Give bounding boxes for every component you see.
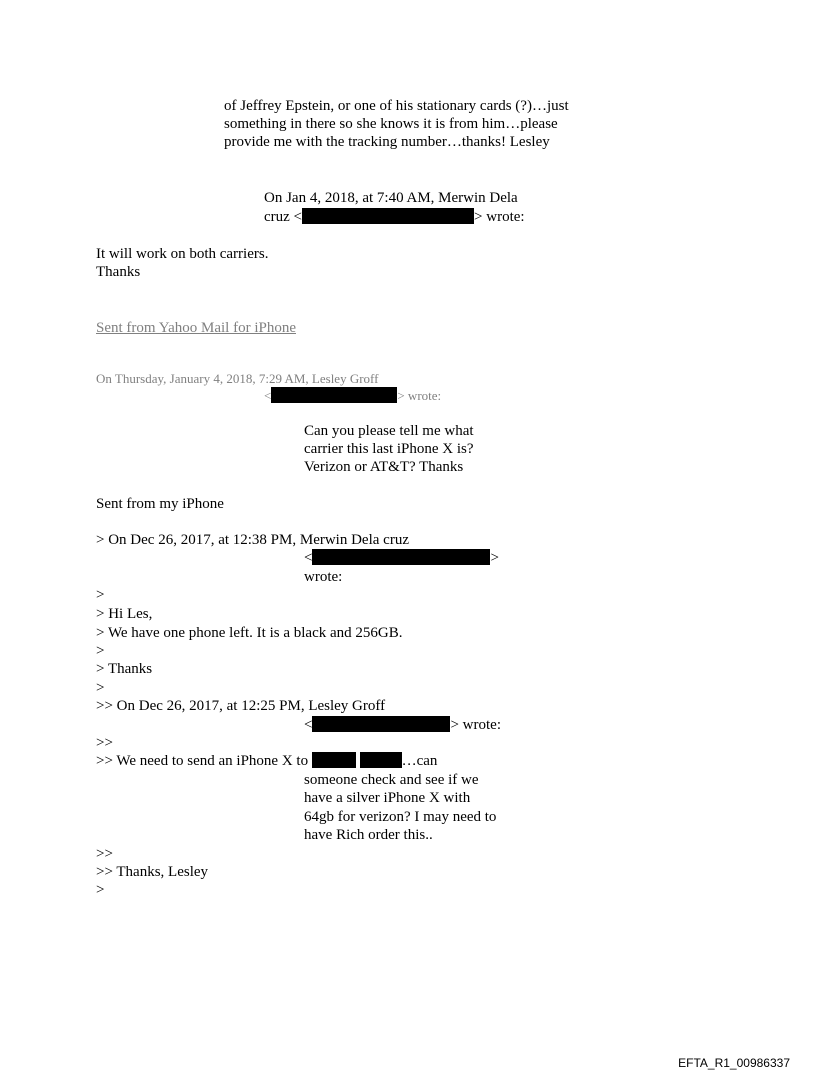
- header-text: >: [490, 550, 499, 566]
- quote-line: have Rich order this..: [304, 827, 433, 843]
- quote-line: someone check and see if we: [304, 772, 479, 788]
- reply-header-line: On Thursday, January 4, 2018, 7:29 AM, Lesley Groff: [96, 371, 379, 386]
- reply-header-line: [264, 387, 441, 405]
- reply-header-line: [264, 208, 525, 226]
- quote-header-line: [304, 716, 501, 734]
- quote-line: > Hi Les,: [96, 606, 153, 622]
- quote-line: >>: [96, 735, 113, 751]
- quote-line: >: [96, 882, 105, 898]
- document-id-footer: EFTA_R1_00986337: [678, 1056, 790, 1070]
- yahoo-signature-link[interactable]: Sent from Yahoo Mail for iPhone: [96, 320, 296, 336]
- quote-header-line: [304, 549, 499, 567]
- header-text: <: [264, 388, 272, 403]
- header-text: cruz <: [264, 209, 303, 225]
- body-line: of Jeffrey Epstein, or one of his stationary cards (?)…just: [224, 98, 569, 114]
- reply-header-line: On Jan 4, 2018, at 7:40 AM, Merwin Dela: [264, 190, 518, 206]
- header-text: <: [304, 717, 313, 733]
- redaction-block: [302, 208, 474, 224]
- quote-line: 64gb for verizon? I may need to: [304, 809, 497, 825]
- body-line: carrier this last iPhone X is?: [304, 441, 474, 457]
- quote-line: >>: [96, 846, 113, 862]
- header-text: > wrote:: [474, 209, 525, 225]
- quote-line: > Thanks: [96, 661, 153, 677]
- quote-header-line: > On Dec 26, 2017, at 12:38 PM, Merwin Dela cruz: [96, 532, 409, 548]
- quote-text: …can: [401, 753, 438, 769]
- redaction-block: [312, 752, 356, 768]
- header-text: <: [304, 550, 313, 566]
- quote-header-line: >> On Dec 26, 2017, at 12:25 PM, Lesley Groff: [96, 698, 386, 714]
- quote-line: have a silver iPhone X with: [304, 790, 471, 806]
- header-text: > wrote:: [397, 388, 442, 403]
- body-line: provide me with the tracking number…thanks! Lesley: [224, 134, 550, 150]
- signature-line: Sent from my iPhone: [96, 496, 224, 512]
- quote-header-line: wrote:: [304, 569, 343, 585]
- redaction-block: [312, 549, 490, 565]
- redaction-block: [360, 752, 402, 768]
- body-line: It will work on both carriers.: [96, 246, 269, 262]
- quote-line: >: [96, 587, 105, 603]
- quote-line: >> Thanks, Lesley: [96, 864, 209, 880]
- quote-line: >: [96, 680, 105, 696]
- quote-line: >: [96, 643, 105, 659]
- redaction-block: [312, 716, 450, 732]
- body-line: Verizon or AT&T? Thanks: [304, 459, 464, 475]
- quote-line: [96, 752, 437, 770]
- quote-text: >> We need to send an iPhone X to: [96, 753, 309, 769]
- quote-line: > We have one phone left. It is a black and 256GB.: [96, 625, 403, 641]
- body-line: Thanks: [96, 264, 141, 280]
- body-line: something in there so she knows it is from him…please: [224, 116, 558, 132]
- redaction-block: [271, 387, 397, 403]
- body-line: Can you please tell me what: [304, 423, 474, 439]
- header-text: > wrote:: [450, 717, 501, 733]
